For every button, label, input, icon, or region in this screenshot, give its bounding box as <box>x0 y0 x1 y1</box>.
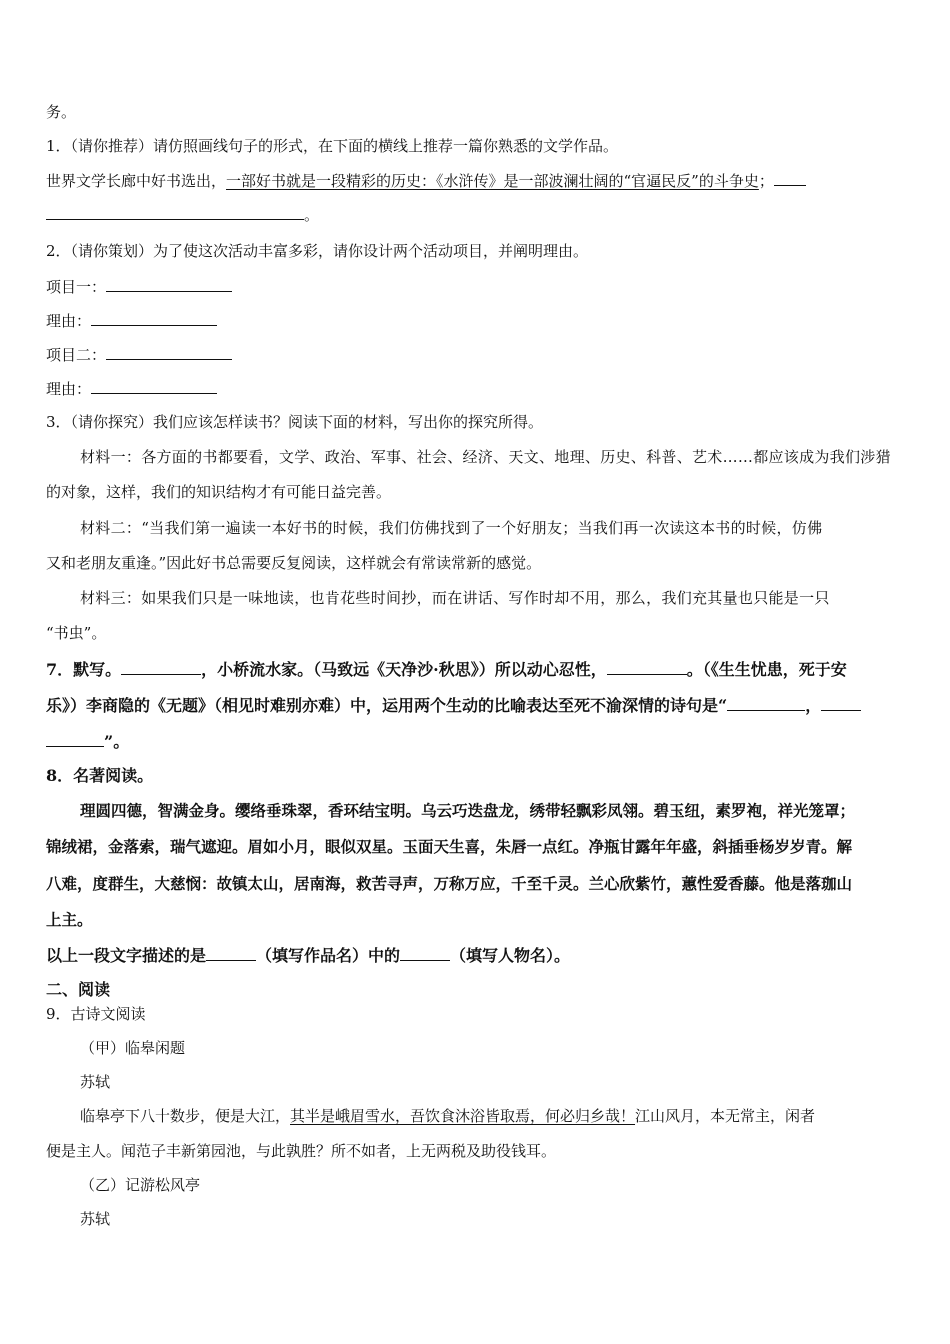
reason-one-row: 理由： <box>46 309 908 332</box>
answer-blank[interactable] <box>91 377 217 394</box>
material-three: 材料三：如果我们只是一味地读，也肯花些时间抄，而在讲话、写作时却不用，那么，我们充其量也只能是一只 <box>80 589 830 607</box>
answer-blank[interactable] <box>821 694 861 711</box>
poem-title-jia: （甲）临皋闲题 <box>80 1039 186 1057</box>
question-7-line-3: ”。 <box>46 730 908 753</box>
material-one-cont: 的对象，这样，我们的知识结构才有可能日益完善。 <box>46 483 392 501</box>
question-7-line-1: 7．默写。 ，小桥流水家。（马致远《天净沙·秋思》）所以动心忍性， 。（《生生忧患，死于安 <box>46 660 847 679</box>
answer-blank[interactable] <box>46 730 104 747</box>
question-1-body: 世界文学长廊中好书选出，一部好书就是一段精彩的历史：《水浒传》是一部波澜壮阔的“官逼民反”的斗争史； <box>46 169 908 192</box>
question-3-heading: 3．（请你探究）我们应该怎样读书？阅读下面的材料，写出你的探究所得。 <box>46 413 544 431</box>
material-two: 材料二：“当我们第一遍读一本好书的时候，我们仿佛找到了一个好朋友；当我们再一次读这本书的时候，仿佛 <box>80 519 823 537</box>
question-2-heading: 2．（请你策划）为了使这次活动丰富多彩，请你设计两个活动项目，并阐明理由。 <box>46 242 589 260</box>
passage-jia: 临皋亭下八十数步，便是大江，其半是峨眉雪水，吾饮食沐浴皆取焉，何必归乡哉！江山风月，本无常主，闲者 <box>80 1107 816 1125</box>
character-name-blank[interactable] <box>400 944 450 961</box>
passage-line: 上主。 <box>46 910 93 929</box>
passage-line: 理圆四德，智满金身。缨络垂珠翠，香环结宝明。乌云巧迭盘龙，绣带轻飘彩凤翎。碧玉纽，素罗袍，祥光笼罩； <box>80 801 856 820</box>
material-one: 材料一：各方面的书都要看，文学、政治、军事、社会、经济、天文、地理、历史、科普、艺术……都应该成为我们涉猎 <box>80 448 891 466</box>
answer-blank[interactable] <box>106 343 232 360</box>
work-title-blank[interactable] <box>206 944 256 961</box>
answer-blank[interactable] <box>121 658 201 675</box>
answer-blank[interactable] <box>106 275 232 292</box>
material-two-cont: 又和老朋友重逢。”因此好书总需要反复阅读，这样就会有常读常新的感觉。 <box>46 554 542 572</box>
question-9-heading: 9．古诗文阅读 <box>46 1005 146 1023</box>
question-7-line-2: 乐》）李商隐的《无题》（相见时难别亦难）中，运用两个生动的比喻表达至死不渝深情的诗句是“ ， <box>46 694 908 717</box>
underlined-sentence: 其半是峨眉雪水，吾饮食沐浴皆取焉，何必归乡哉！ <box>290 1107 636 1125</box>
answer-blank[interactable] <box>91 309 217 326</box>
author-jia: 苏轼 <box>80 1073 111 1091</box>
passage-line: 锦绒裙，金落索，瑞气遮迎。眉如小月，眼似双星。玉面天生喜，朱唇一点红。净瓶甘露年年盛，斜插垂杨岁岁青。解 <box>46 837 853 856</box>
section-heading: 二、阅读 <box>46 980 111 999</box>
text-line: 务。 <box>46 103 77 121</box>
answer-blank[interactable] <box>607 658 687 675</box>
answer-blank[interactable] <box>727 694 805 711</box>
author-yi: 苏轼 <box>80 1210 111 1228</box>
question-1-heading: 1．（请你推荐）请仿照画线句子的形式，在下面的横线上推荐一篇你熟悉的文学作品。 <box>46 137 619 155</box>
question-1-answer-line: 。 <box>46 203 908 226</box>
underlined-sentence: 一部好书就是一段精彩的历史：《水浒传》是一部波澜壮阔的“官逼民反”的斗争史 <box>226 172 759 190</box>
project-two-row: 项目二： <box>46 343 908 366</box>
answer-blank[interactable] <box>46 203 304 220</box>
passage-jia-cont: 便是主人。闻范子丰新第园池，与此孰胜？所不如者，上无两税及助役钱耳。 <box>46 1142 557 1160</box>
question-8-prompt: 以上一段文字描述的是 （填写作品名）中的 （填写人物名）。 <box>46 946 571 965</box>
reason-two-row: 理由： <box>46 377 908 400</box>
answer-blank[interactable] <box>774 169 806 186</box>
material-three-cont: “书虫”。 <box>46 624 107 642</box>
question-8-heading: 8．名著阅读。 <box>46 766 154 785</box>
poem-title-yi: （乙）记游松风亭 <box>80 1176 201 1194</box>
project-one-row: 项目一： <box>46 275 908 298</box>
passage-line: 八难，度群生，大慈悯：故镇太山，居南海，救苦寻声，万称万应，千至千灵。兰心欣紫竹，蕙性爱香藤。他是落珈山 <box>46 874 853 893</box>
